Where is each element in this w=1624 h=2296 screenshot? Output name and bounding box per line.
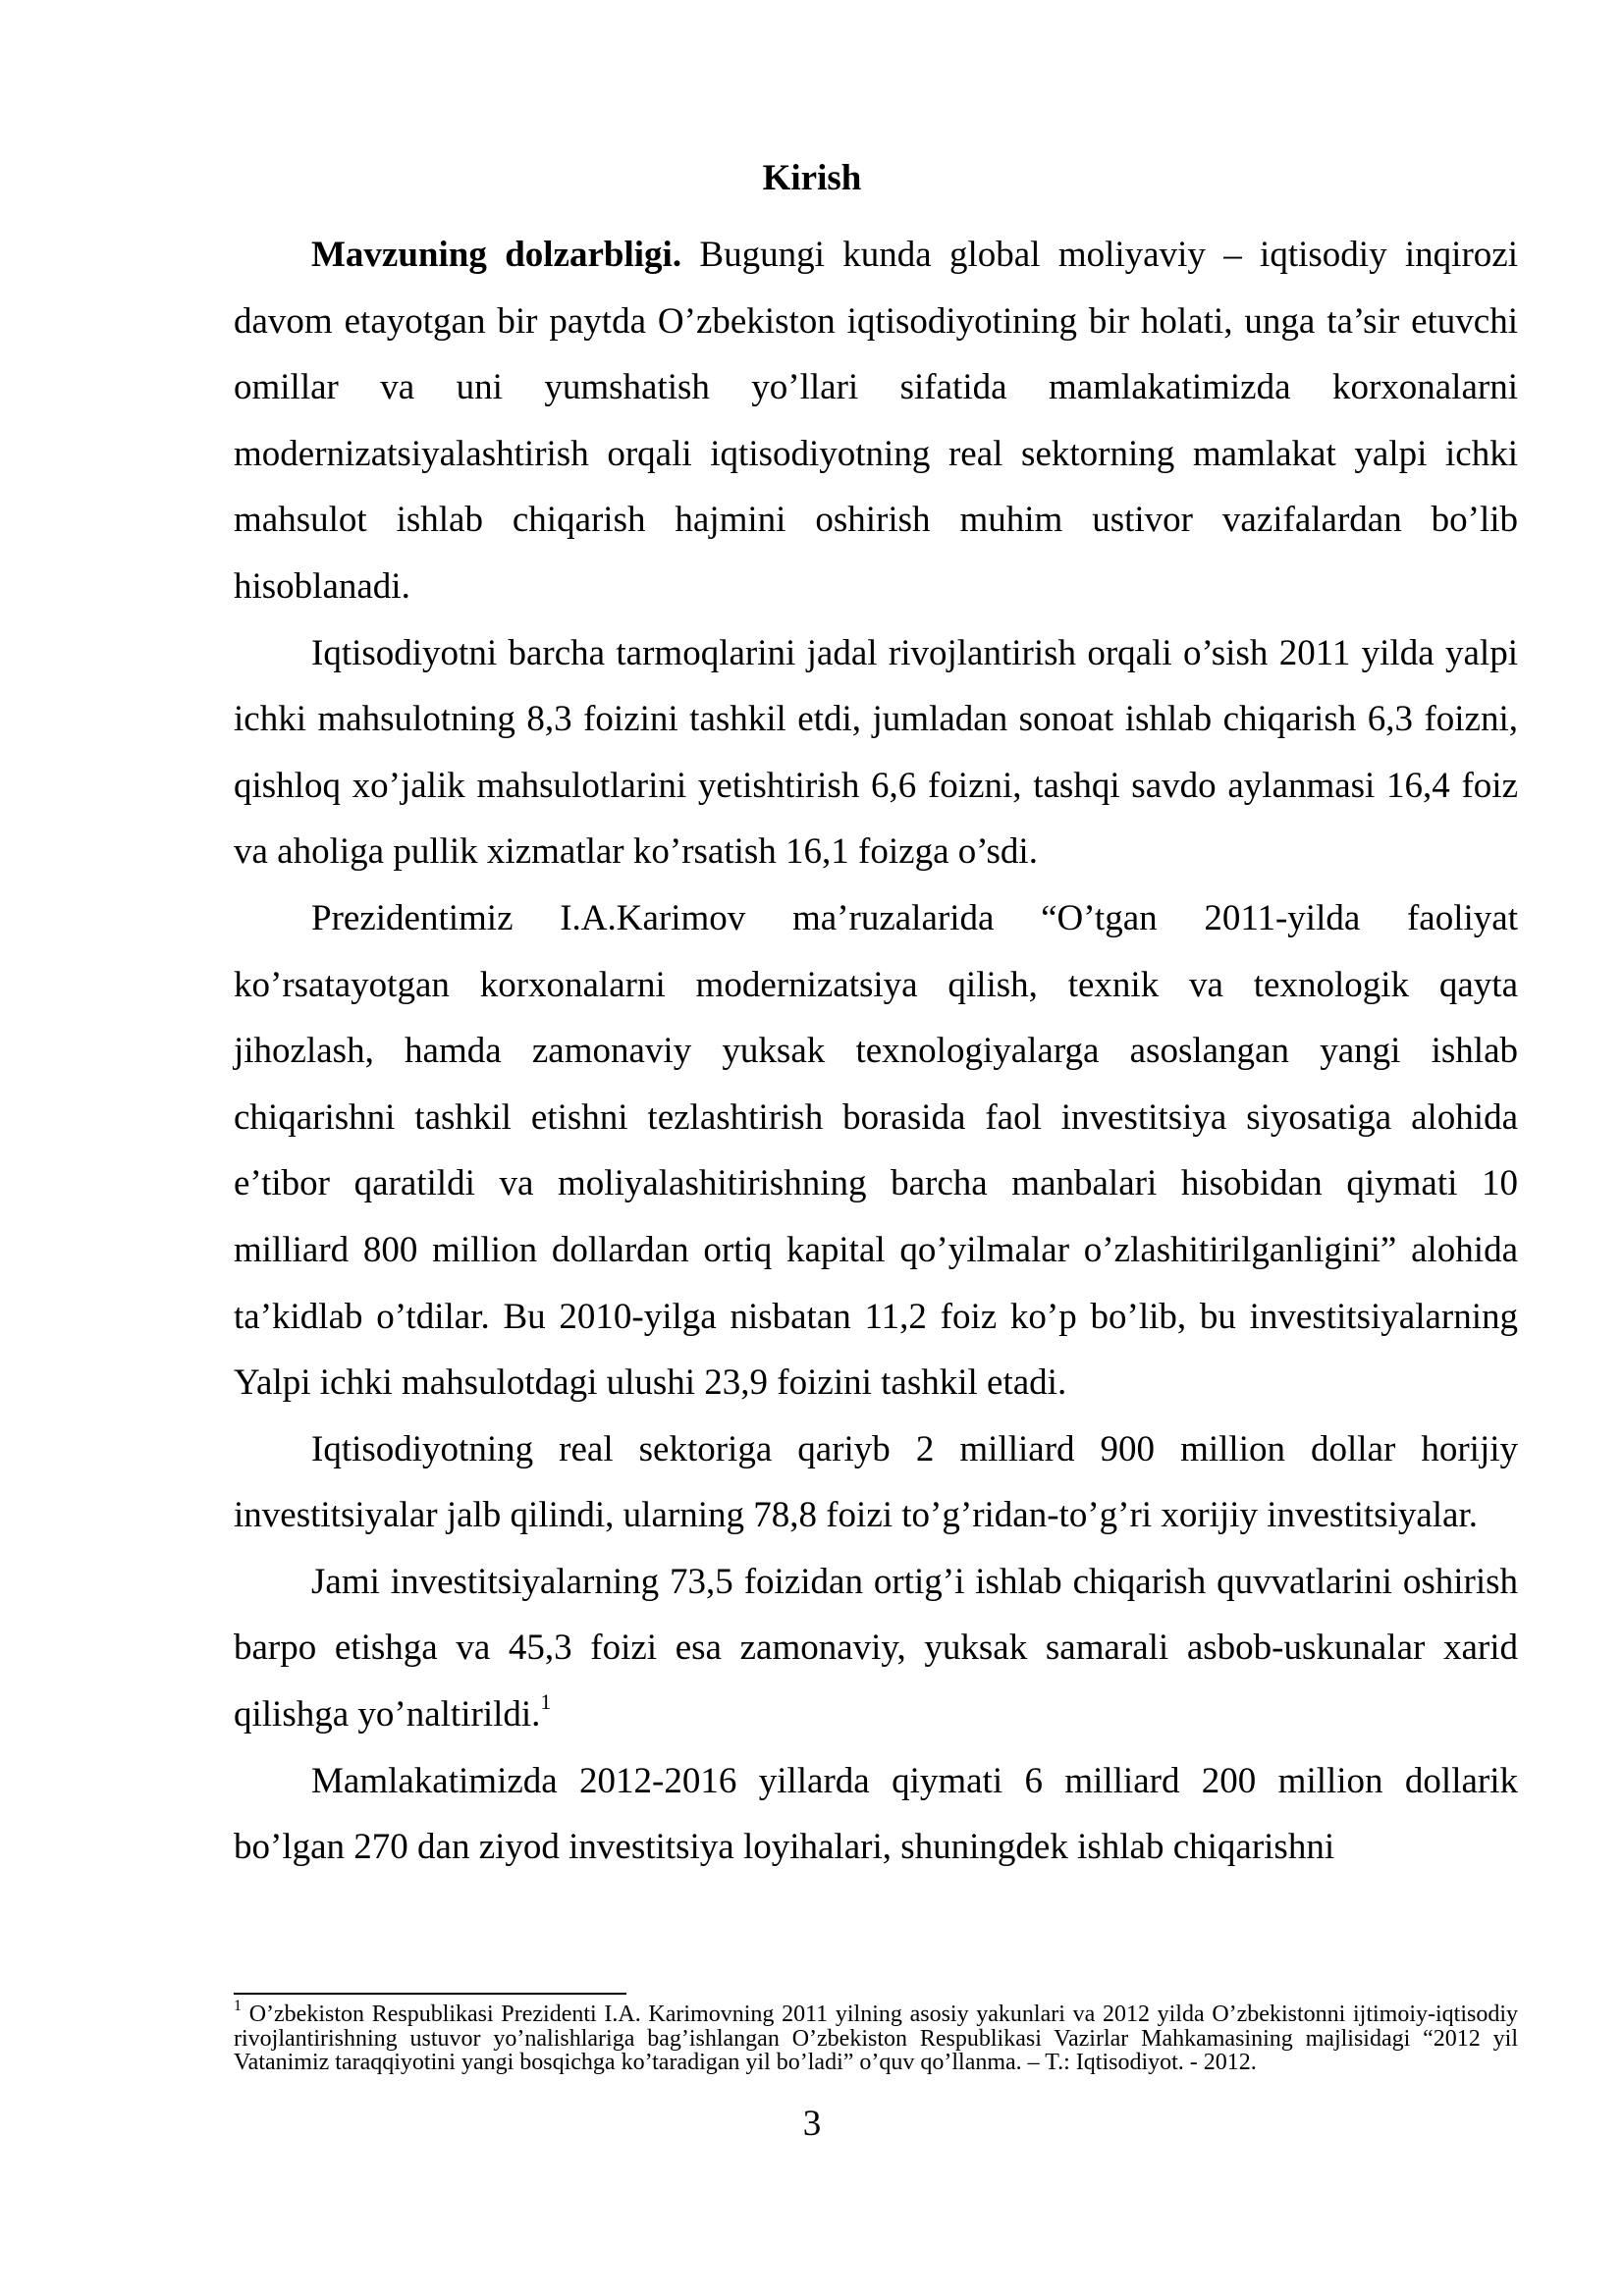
footnote-text: O’zbekiston Respublikasi Prezidenti I.A. Karimovning 2011 yilning asosiy yakunlari va 2012 yilda O’zbekistonni ijtimoiy-iqtisodiy rivojlantirishning ustuvor yo’nalishlariga bag’ishlangan O’zbekiston Respublikasi Vazirlar Mahkamasining majlisidagi “2012 yil Vatanimiz taraqqiyotini yangi bosqichga ko’taradigan yil bo’ladi” o’quv qo’llanma. – T.: Iqtisodiyot. - 2012. [234,2002,1518,2076]
paragraph-6: Mamlakatimizda 2012-2016 yillarda qiymati 6 milliard 200 million dollarik bo’lgan 270 dan ziyod investitsiya loyihalari, shuningdek ishlab chiqarishni [234,1760,1518,1868]
footnote-reference[interactable]: 1 [540,1688,552,1714]
page-number: 3 [802,2104,822,2144]
paragraph-3: Prezidentimiz I.A.Karimov ma’ruzalarida “O’tgan 2011-yilda faoliyat ko’rsatayotgan korxonalarni modernizatsiya qilish, texnik va texnologik qayta jihozlash, hamda zamonaviy yuksak texnologiyalarga asoslangan yangi ishlab chiqarishni tashkil etishni tezlashtirish borasida faol investitsiya siyosatiga alohida e’tibor qaratildi va moliyalashitirishning barcha manbalari hisobidan qiymati 10 milliard 800 million dollardan ortiq kapital qo’yilmalar o’zlashitirilganligini” alohida ta’kidlab o’tdilar. Bu 2010-yilga nisbatan 11,2 foiz ko’p bo’lib, bu investitsiyalarning Yalpi ichki mahsulotdagi ulushi 23,9 foizini tashkil etadi. [234,897,1518,1404]
footnote-separator [234,1993,626,1995]
paragraph-2: Iqtisodiyotni barcha tarmoqlarini jadal rivojlantirish orqali o’sish 2011 yilda yalpi ichki mahsulotning 8,3 foizini tashkil etdi, jumladan sonoat ishlab chiqarish 6,3 foizni, qishloq xo’jalik mahsulotlarini yetishtirish 6,6 foizni, tashqi savdo aylanmasi 16,4 foiz va aholiga pullik xizmatlar ko’rsatish 16,1 foizga o’sdi. [234,632,1518,873]
footnote [234,1998,1518,2076]
paragraph-lead: Mavzuning dolzarbligi. [311,235,682,275]
page-title: Kirish [762,158,862,198]
body-text [234,222,1518,1881]
paragraph-4: Iqtisodiyotning real sektoriga qariyb 2 milliard 900 million dollar horijiy investitsiyalar jalb qilindi, ularning 78,8 foizi to’g’ridan-to’g’ri xorijiy investitsiyalar. [234,1428,1518,1536]
paragraph-1 [234,222,1518,620]
paragraph-5 [234,1549,1518,1748]
paragraph-1-text: Bugungi kunda global moliyaviy – iqtisodiy inqirozi davom etayotgan bir paytda O’zbekiston iqtisodiyotining bir holati, unga ta’sir etuvchi omillar va uni yumshatish yo’llari sifatida mamlakatimizda korxonalarni modernizatsiyalashtirish orqali iqtisodiyotning real sektorning mamlakat yalpi ichki mahsulot ishlab chiqarish hajmini oshirish muhim ustivor vazifalardan bo’lib hisoblanadi. [234,235,1518,607]
paragraph-5-text: Jami investitsiyalarning 73,5 foizidan ortig’i ishlab chiqarish quvvatlarini oshirish barpo etishga va 45,3 foizi esa zamonaviy, yuksak samarali asbob-uskunalar xarid qilishga yo’naltirildi. [234,1561,1518,1735]
footnote-marker: 1 [234,1998,242,2014]
